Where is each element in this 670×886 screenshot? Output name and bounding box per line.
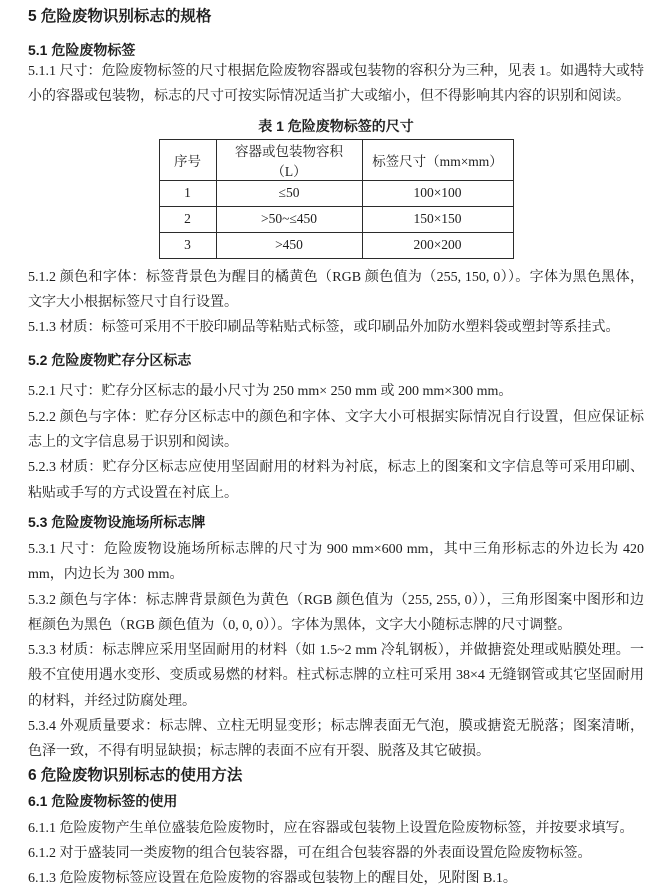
paragraph-6-1-3: 6.1.3 危险废物标签应设置在危险废物的容器或包装物上的醒目处，见附图 B.1。 — [28, 871, 517, 886]
section-5-heading: 5 危险废物识别标志的规格 — [28, 8, 212, 25]
table-cell: 150×150 — [362, 206, 513, 232]
paragraph-5-2-3: 5.2.3 材质：贮存分区标志应使用坚固耐用的材料为衬底，标志上的图案和文字信息等可采用印刷、粘贴或手写的方式设置在衬底上。 — [28, 460, 644, 501]
paragraph-5-2-2: 5.2.2 颜色与字体：贮存分区标志中的颜色和字体、文字大小可根据实际情况自行设置，但应保证标志上的文字信息易于识别和阅读。 — [28, 409, 644, 451]
table-row — [159, 206, 513, 232]
table-header-cell: 标签尺寸（mm×mm） — [362, 139, 513, 180]
paragraph-6-1-2: 6.1.2 对于盛装同一类废物的组合包装容器，可在组合包装容器的外表面设置危险废物标签。 — [28, 845, 592, 861]
paragraph-5-3-3: 5.3.3 材质：标志牌应采用坚固耐用的材料（如 1.5~2 mm 冷轧钢板），并做搪瓷处理或贴膜处理。一般不宜使用遇水变形、变质或易燃的材料。柱式标志牌的立柱可采用 38×4 无缝钢管或其它坚固耐用的材料，并经过防腐处理。 — [28, 643, 644, 709]
table-1-caption: 表 1 危险废物标签的尺寸 — [258, 117, 414, 134]
table-cell: 3 — [159, 232, 216, 258]
table-header-cell: 序号 — [159, 139, 216, 180]
section-6-heading: 6 危险废物识别标志的使用方法 — [28, 766, 243, 784]
paragraph-5-2-1: 5.2.1 尺寸：贮存分区标志的最小尺寸为 250 mm× 250 mm 或 200 mm×300 mm。 — [28, 384, 513, 400]
section-5-2-heading: 5.2 危险废物贮存分区标志 — [28, 352, 192, 369]
paragraph-5-1-2: 5.1.2 颜色和字体：标签背景色为醒目的橘黄色（RGB 颜色值为（255, 150, 0））。字体为黑色黑体，文字大小根据标签尺寸自行设置。 — [28, 269, 644, 310]
table-cell: >50~≤450 — [216, 206, 362, 232]
paragraph-5-3-1: 5.3.1 尺寸：危险废物设施场所标志牌的尺寸为 900 mm×600 mm，其中三角形标志的外边长为 420 mm，内边长为 300 mm。 — [28, 541, 644, 583]
table-1 — [159, 139, 514, 259]
paragraph-5-1-1: 5.1.1 尺寸：危险废物标签的尺寸根据危险废物容器或包装物的容积分为三种，见表 1。如遇特大或特小的容器或包装物，标志的尺寸可按实际情况适当扩大或缩小，但不得影响其内容的识别和阅读。 — [28, 64, 644, 105]
paragraph-5-3-4: 5.3.4 外观质量要求：标志牌、立柱无明显变形；标志牌表面无气泡，膜或搪瓷无脱落；图案清晰，色泽一致，不得有明显缺损；标志牌的表面不应有开裂、脱落及其它破损。 — [28, 719, 644, 760]
section-6-1-heading: 6.1 危险废物标签的使用 — [28, 792, 178, 809]
section-5-1-paragraphs — [28, 265, 644, 341]
table-cell: 1 — [159, 180, 216, 206]
table-cell: 2 — [159, 206, 216, 232]
section-6-1-paragraphs — [28, 816, 644, 886]
paragraph-5-1-3: 5.1.3 材质：标签可采用不干胶印刷品等粘贴式标签，或印刷品外加防水塑料袋或塑封等系挂式。 — [28, 320, 620, 336]
table-row — [159, 232, 513, 258]
section-5-3-paragraphs — [28, 537, 644, 765]
table-cell: 100×100 — [362, 180, 513, 206]
paragraph-5-3-2: 5.3.2 颜色与字体：标志牌背景颜色为黄色（RGB 颜色值为（255, 255, 0）），三角形图案中图形和边框颜色为黑色（RGB 颜色值为（0, 0, 0））。字体为黑体，文字大小随标志牌的尺寸调整。 — [28, 592, 644, 633]
section-5-2-paragraphs — [28, 379, 644, 505]
table-1-header-row — [159, 139, 513, 180]
section-5-3-heading: 5.3 危险废物设施场所标志牌 — [28, 513, 206, 530]
table-cell: ≤50 — [216, 180, 362, 206]
table-header-cell: 容器或包装物容积（L） — [216, 139, 362, 180]
table-row — [159, 180, 513, 206]
table-cell: 200×200 — [362, 232, 513, 258]
paragraph-6-1-1: 6.1.1 危险废物产生单位盛装危险废物时，应在容器或包装物上设置危险废物标签，并按要求填写。 — [28, 820, 634, 836]
table-cell: >450 — [216, 232, 362, 258]
section-5-1-heading: 5.1 危险废物标签 — [28, 42, 136, 58]
